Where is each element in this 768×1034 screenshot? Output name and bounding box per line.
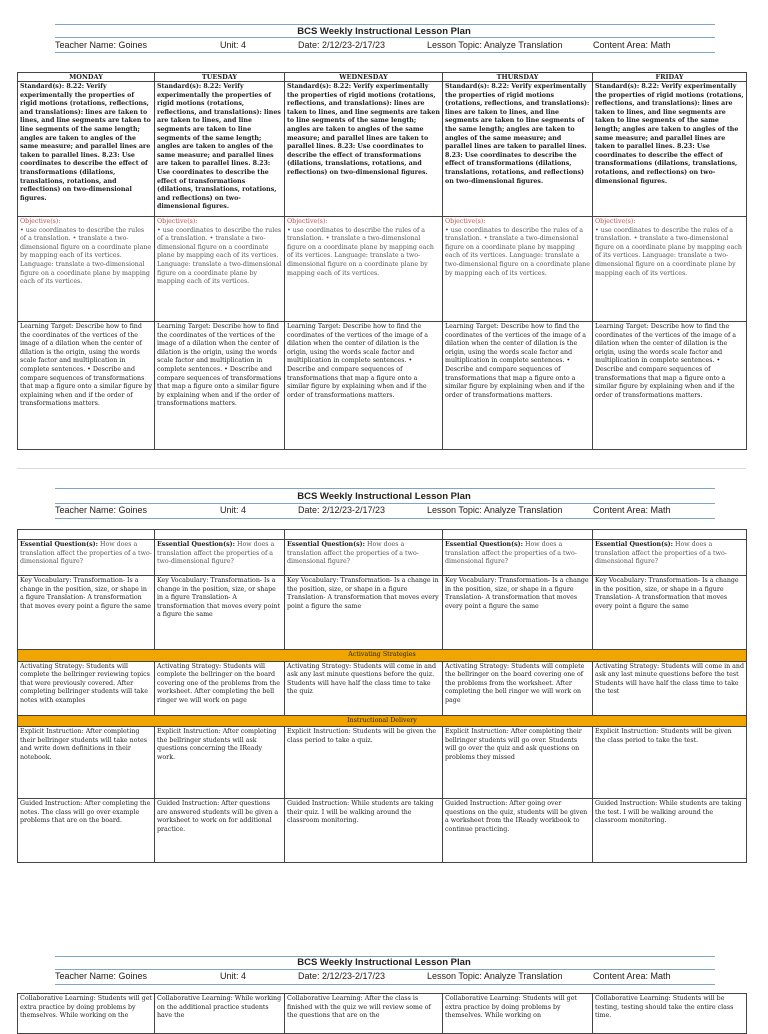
lesson-topic: Lesson Topic: Analyze Translation xyxy=(427,40,563,50)
activating-strategies-band: Activating Strategies xyxy=(18,650,747,662)
header-rule xyxy=(55,488,715,489)
collaborative-learning-cell: Collaborative Learning: Students will get extra practice by doing problems by themselves. While working on xyxy=(443,994,593,1034)
essential-text: How does a translation affect the properties of a two-dimensional figure? xyxy=(445,541,577,566)
essential-label: Essential Question(s): xyxy=(445,541,523,548)
blank-cell xyxy=(285,530,443,540)
essential-question-cell xyxy=(285,540,443,576)
objectives-label: Objective(s): xyxy=(157,218,198,225)
standards-label: Standard(s): xyxy=(595,83,640,90)
standards-text: 8.22: Verify experimentally the properties of rigid motions (rotations, reflections, and translations): lines are taken to lines, and line segments are taken to line segments of the same length; angles are taken to angles of the same measure; and parallel lines are taken to parallel lines. 8.23: Use coordinates to describe the effect of transformations (dilations, translations, rotations, and reflections) on two-dimensional figures. xyxy=(445,83,590,185)
header-rule xyxy=(55,984,715,985)
teacher-name: Teacher Name: Goines xyxy=(55,40,148,50)
activating-cell: Activating Strategy: Students will complete the bellringer on the board covering one of the problems from the worksheet. After completing the bell ringer we will work on page xyxy=(155,661,285,715)
instructional-delivery-band: Instructional Delivery xyxy=(18,715,747,727)
standards-text: 8.22: Verify experimentally the properties of rigid motions (rotations, reflections, and translations): lines are taken to lines, and line segments are taken to line segments of the same length; angles are taken to angles of the same measure; and parallel lines are taken to parallel lines. 8.23: Use coordinates to describe the effect of transformations (dilations, translations, rotations, and reflections) on two-dimensional figures. xyxy=(20,83,151,202)
essential-question-cell xyxy=(593,540,747,576)
essential-text: How does a translation affect the properties of a two-dimensional figure? xyxy=(287,541,419,566)
unit: Unit: 4 xyxy=(220,505,247,515)
objectives-text: • use coordinates to describe the rules of a translation. • translate a two-dimensional figure on a coordinate plane by mapping each of its vertices. Language: translate a two-dimensional figure on a coordinate plane by mapping each of its vertices. xyxy=(287,226,434,277)
standards-text: 8.22: Verify experimentally the properties of rigid motions (rotations, reflections, and translations): lines are taken to lines, and line segments are taken to line segments of the same length; angles are taken to angles of the same measure; and parallel lines are taken to parallel lines. 8.23: Use coordinates to describe the effect of transformations (dilations, translations, rotations, and reflections) on two-dimensional figures. xyxy=(157,83,281,211)
explicit-instruction-cell: Explicit Instruction: After completing their bellringer students will go over. Students will go over the quiz and ask questions on problems they missed xyxy=(443,727,593,799)
lesson-table-page-3 xyxy=(17,993,747,1034)
day-header-tuesday: TUESDAY xyxy=(155,73,285,82)
vocabulary-cell: Key Vocabulary: Transformation- Is a change in the position, size, or shape in a figure Translation- A transformation that moves every point a figure the same xyxy=(593,576,747,650)
content-area: Content Area: Math xyxy=(593,971,671,981)
learning-target-cell: Learning Target: Describe how to find the coordinates of the vertices of the image of a dilation when the center of dilation is the origin, using the words scale factor and multiplication in complete sentences. • Describe and compare sequences of transformations that map a figure onto a similar figure by explaining when and if the order of transformations matters. xyxy=(593,322,747,450)
standards-cell xyxy=(18,82,155,217)
standards-text: 8.22: Verify experimentally the properties of rigid motions (rotations, reflections, and translations): lines are taken to lines, and line segments are taken to line segments of the same length; angles are taken to angles of the same measure; and parallel lines are taken to parallel lines. 8.23: Use coordinates to describe the effect of transformations (dilations, translations, rotations, and reflections) on two-dimensional figures. xyxy=(595,83,744,185)
lesson-table-page-1 xyxy=(17,72,747,450)
essential-label: Essential Question(s): xyxy=(287,541,365,548)
teacher-name: Teacher Name: Goines xyxy=(55,971,148,981)
day-header-friday: FRIDAY xyxy=(593,73,747,82)
teacher-name: Teacher Name: Goines xyxy=(55,505,148,515)
objectives-text: • use coordinates to describe the rules of a translation. • translate a two-dimensional figure on a coordinate plane by mapping each of its vertices. Language: translate a two-dimensional figure on a coordinate plane by mapping each of its vertices. xyxy=(445,226,590,277)
lesson-table-page-2 xyxy=(17,529,747,863)
objectives-cell xyxy=(285,217,443,322)
lesson-topic: Lesson Topic: Analyze Translation xyxy=(427,971,563,981)
objectives-label: Objective(s): xyxy=(595,218,636,225)
standards-label: Standard(s): xyxy=(157,83,202,90)
objectives-cell xyxy=(18,217,155,322)
explicit-instruction-cell: Explicit Instruction: Students will be given the class period to take the test. xyxy=(593,727,747,799)
lesson-topic: Lesson Topic: Analyze Translation xyxy=(427,505,563,515)
blank-cell xyxy=(593,530,747,540)
standards-cell xyxy=(155,82,285,217)
standards-cell xyxy=(593,82,747,217)
standards-label: Standard(s): xyxy=(445,83,490,90)
learning-target-cell: Learning Target: Describe how to find the coordinates of the vertices of the image of a dilation when the center of dilation is the origin, using the words scale factor and multiplication in complete sentences. • Describe and compare sequences of transformations that map a figure onto a similar figure by explaining when and if the order of transformations matters. xyxy=(155,322,285,450)
essential-label: Essential Question(s): xyxy=(157,541,235,548)
blank-cell xyxy=(443,530,593,540)
explicit-instruction-cell: Explicit Instruction: After completing the bellringer students will ask questions concerning the IReady work. xyxy=(155,727,285,799)
activating-cell: Activating Strategy: Students will come in and ask any last minute questions before the test Students will have half the class time to take the test xyxy=(593,661,747,715)
plan-title: BCS Weekly Instructional Lesson Plan xyxy=(297,957,471,968)
objectives-text: • use coordinates to describe the rules of a translation. • translate a two-dimensional figure on a coordinate plane by mapping each of its vertices. Language: translate a two-dimensional figure on a coordinate plane by mapping each of its vertices. xyxy=(157,226,282,286)
activating-cell: Activating Strategy: Students will complete the bellringer reviewing topics that were previously covered. After completing bellringer students will take notes with examples xyxy=(18,661,155,715)
activating-cell: Activating Strategy: Students will complete the bellringer on the board covering one of the problems from the worksheet. After completing the bell ringer we will work on page xyxy=(443,661,593,715)
vocabulary-cell: Key Vocabulary: Transformation- Is a change in the position, size, or shape in a figure Translation- A transformation that moves every point a figure the same xyxy=(18,576,155,650)
unit: Unit: 4 xyxy=(220,971,247,981)
standards-cell xyxy=(285,82,443,217)
vocabulary-cell: Key Vocabulary: Transformation- Is a change in the position, size, or shape in a figure Translation- A transformation that moves every point a figure the same xyxy=(443,576,593,650)
guided-instruction-cell: Guided Instruction: After questions are answered students will be given a worksheet to work on for additional practice. xyxy=(155,799,285,863)
blank-cell xyxy=(155,530,285,540)
objectives-label: Objective(s): xyxy=(20,218,61,225)
objectives-label: Objective(s): xyxy=(287,218,328,225)
content-area: Content Area: Math xyxy=(593,40,671,50)
unit: Unit: 4 xyxy=(220,40,247,50)
learning-target-cell: Learning Target: Describe how to find the coordinates of the vertices of the image of a dilation when the center of dilation is the origin, using the words scale factor and multiplication in complete sentences. • Describe and compare sequences of transformations that map a figure onto a similar figure by explaining when and if the order of transformations matters. xyxy=(443,322,593,450)
explicit-instruction-cell: Explicit Instruction: After completing their bellringer students will take notes and write down definitions in their notebook. xyxy=(18,727,155,799)
objectives-cell xyxy=(155,217,285,322)
content-area: Content Area: Math xyxy=(593,505,671,515)
standards-text: 8.22: Verify experimentally the properties of rigid motions (rotations, reflections, and translations): lines are taken to lines, and line segments are taken to line segments of the same length; angles are taken to angles of the same measure; and parallel lines are taken to parallel lines. 8.23: Use coordinates to describe the effect of transformations (dilations, translations, rotations, and reflections) on two-dimensional figures. xyxy=(287,83,440,176)
date: Date: 2/12/23-2/17/23 xyxy=(298,971,386,981)
guided-instruction-cell: Guided Instruction: While students are taking the test. I will be walking around the classroom monitoring. xyxy=(593,799,747,863)
essential-label: Essential Question(s): xyxy=(595,541,673,548)
objectives-label: Objective(s): xyxy=(445,218,486,225)
learning-target-cell: Learning Target: Describe how to find the coordinates of the vertices of the image of a dilation when the center of dilation is the origin, using the words scale factor and multiplication in complete sentences. • Describe and compare sequences of transformations that map a figure onto a similar figure by explaining when and if the order of transformations matters. xyxy=(18,322,155,450)
plan-title: BCS Weekly Instructional Lesson Plan xyxy=(297,491,471,502)
learning-target-cell: Learning Target: Describe how to find the coordinates of the vertices of the image of a dilation when the center of dilation is the origin, using the words scale factor and multiplication in complete sentences. • Describe and compare sequences of transformations that map a figure onto a similar figure by explaining when and if the order of transformations matters. xyxy=(285,322,443,450)
essential-question-cell xyxy=(155,540,285,576)
collaborative-learning-cell: Collaborative Learning: After the class is finished with the quiz we will review some of the questions that are on the xyxy=(285,994,443,1034)
vocabulary-cell: Key Vocabulary: Transformation- Is a change in the position, size, or shape in a figure Translation- A transformation that moves every point a figure the same xyxy=(285,576,443,650)
header-rule xyxy=(55,969,715,970)
objectives-cell xyxy=(443,217,593,322)
standards-cell xyxy=(443,82,593,217)
objectives-text: • use coordinates to describe the rules of a translation. • translate a two-dimensional figure on a coordinate plane by mapping each of its vertices. Language: translate a two-dimensional figure on a coordinate plane by mapping each of its vertices. xyxy=(20,226,152,286)
essential-question-cell xyxy=(18,540,155,576)
essential-text: How does a translation affect the properties of a two-dimensional figure? xyxy=(595,541,727,566)
header-rule xyxy=(55,52,715,53)
essential-label: Essential Question(s): xyxy=(20,541,98,548)
guided-instruction-cell: Guided Instruction: After going over questions on the quiz, students will be given a worksheet from the IReady workbook to continue practicing. xyxy=(443,799,593,863)
day-header-wednesday: WEDNESDAY xyxy=(285,73,443,82)
header-rule xyxy=(55,503,715,504)
page-separator xyxy=(17,468,746,469)
date: Date: 2/12/23-2/17/23 xyxy=(298,40,386,50)
collaborative-learning-cell: Collaborative Learning: Students will get extra practice by doing problems by themselves. While working on the xyxy=(18,994,155,1034)
plan-title: BCS Weekly Instructional Lesson Plan xyxy=(297,26,471,37)
vocabulary-cell: Key Vocabulary: Transformation- Is a change in the position, size, or shape in a figure Translation- A transformation that moves every point a figure the same xyxy=(155,576,285,650)
standards-label: Standard(s): xyxy=(287,83,332,90)
date: Date: 2/12/23-2/17/23 xyxy=(298,505,386,515)
day-header-monday: MONDAY xyxy=(18,73,155,82)
collaborative-learning-cell: Collaborative Learning: While working on the additional practice students have the xyxy=(155,994,285,1034)
header-rule xyxy=(55,518,715,519)
guided-instruction-cell: Guided Instruction: While students are taking their quiz. I will be walking around the classroom monitoring. xyxy=(285,799,443,863)
essential-text: How does a translation affect the properties of a two-dimensional figure? xyxy=(157,541,275,566)
activating-cell: Activating Strategy: Students will come in and ask any last minute questions before the quiz. Students will have half the class time to take the quiz xyxy=(285,661,443,715)
guided-instruction-cell: Guided Instruction: After completing the notes. The class will go over example problems that are on the board. xyxy=(18,799,155,863)
explicit-instruction-cell: Explicit Instruction: Students will be given the class period to take a quiz. xyxy=(285,727,443,799)
objectives-cell xyxy=(593,217,747,322)
essential-text: How does a translation affect the properties of a two-dimensional figure? xyxy=(20,541,152,566)
objectives-text: • use coordinates to describe the rules of a translation. • translate a two-dimensional figure on a coordinate plane by mapping each of its vertices. Language: translate a two-dimensional figure on a coordinate plane by mapping each of its vertices. xyxy=(595,226,742,277)
day-header-thursday: THURSDAY xyxy=(443,73,593,82)
header-rule xyxy=(55,37,715,38)
header-rule xyxy=(55,24,715,25)
collaborative-learning-cell: Collaborative Learning: Students will be testing, testing should take the entire class time. xyxy=(593,994,747,1034)
essential-question-cell xyxy=(443,540,593,576)
blank-cell xyxy=(18,530,155,540)
standards-label: Standard(s): xyxy=(20,83,65,90)
